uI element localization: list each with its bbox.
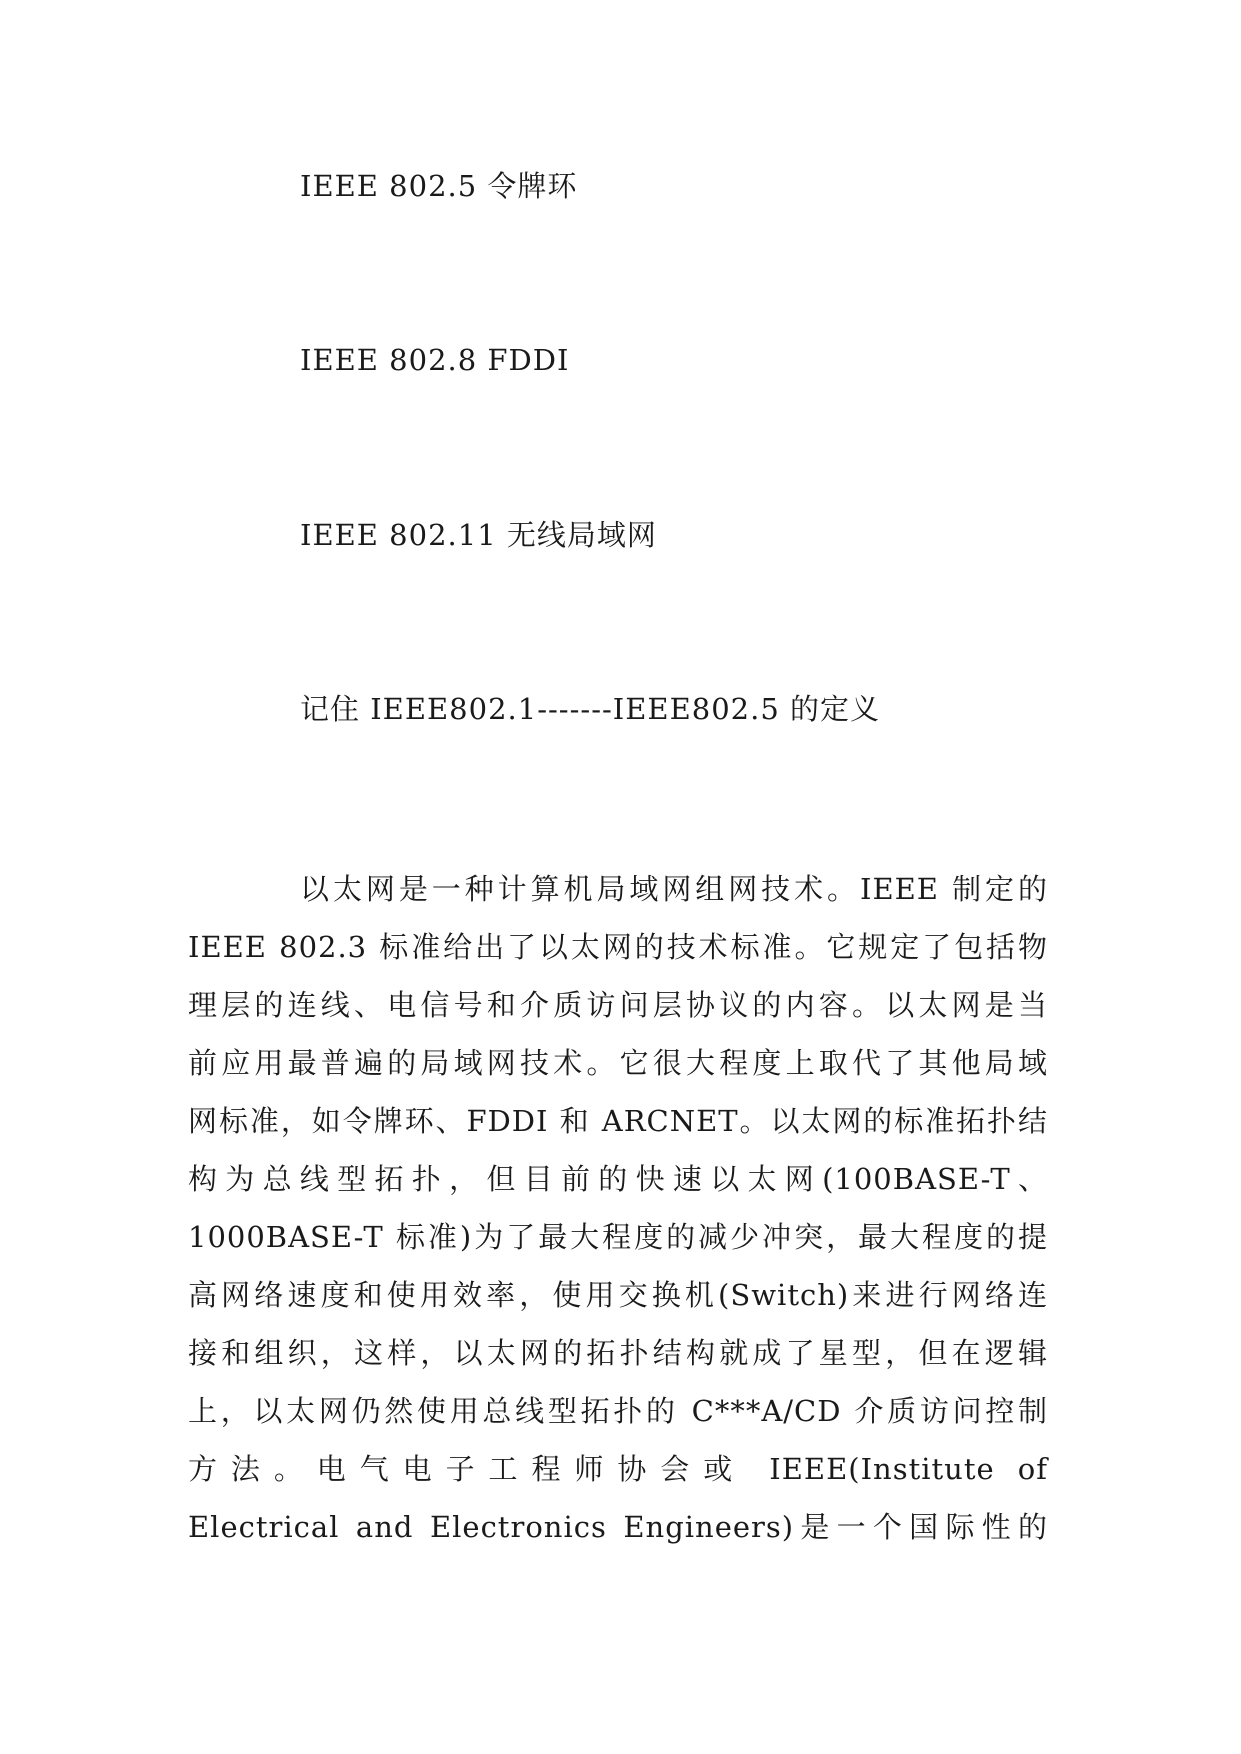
paragraph-line: IEEE 802.3 标准给出了以太网的技术标准。它规定了包括物 bbox=[188, 930, 1048, 964]
paragraph-line: Electrical and Electronics Engineers)是一个国际性的 bbox=[188, 1510, 1048, 1544]
standard-line-802-11: IEEE 802.11 无线局域网 bbox=[300, 518, 657, 552]
paragraph-line: 高网络速度和使用效率，使用交换机(Switch)来进行网络连 bbox=[188, 1278, 1048, 1312]
paragraph-line: 前应用最普遍的局域网技术。它很大程度上取代了其他局域 bbox=[188, 1046, 1048, 1080]
paragraph-line: 1000BASE-T 标准)为了最大程度的减少冲突，最大程度的提 bbox=[188, 1220, 1048, 1254]
paragraph-line: 构为总线型拓扑，但目前的快速以太网(100BASE-T、 bbox=[188, 1162, 1048, 1196]
paragraph-line: 网标准，如令牌环、FDDI 和 ARCNET。以太网的标准拓扑结 bbox=[188, 1104, 1048, 1138]
paragraph-line: 上，以太网仍然使用总线型拓扑的 C***A/CD 介质访问控制 bbox=[188, 1394, 1048, 1428]
paragraph-line: 以太网是一种计算机局域网组网技术。IEEE 制定的 bbox=[300, 872, 1048, 906]
paragraph-line: 方法。电气电子工程师协会或 IEEE(Institute of bbox=[188, 1452, 1048, 1486]
paragraph-line: 理层的连线、电信号和介质访问层协议的内容。以太网是当 bbox=[188, 988, 1048, 1022]
paragraph-line: 接和组织，这样，以太网的拓扑结构就成了星型，但在逻辑 bbox=[188, 1336, 1048, 1370]
ethernet-paragraph bbox=[188, 860, 1048, 1556]
standard-line-802-5: IEEE 802.5 令牌环 bbox=[300, 169, 578, 203]
standard-line-802-8: IEEE 802.8 FDDI bbox=[300, 343, 570, 377]
note-line: 记住 IEEE802.1-------IEEE802.5 的定义 bbox=[300, 692, 880, 726]
